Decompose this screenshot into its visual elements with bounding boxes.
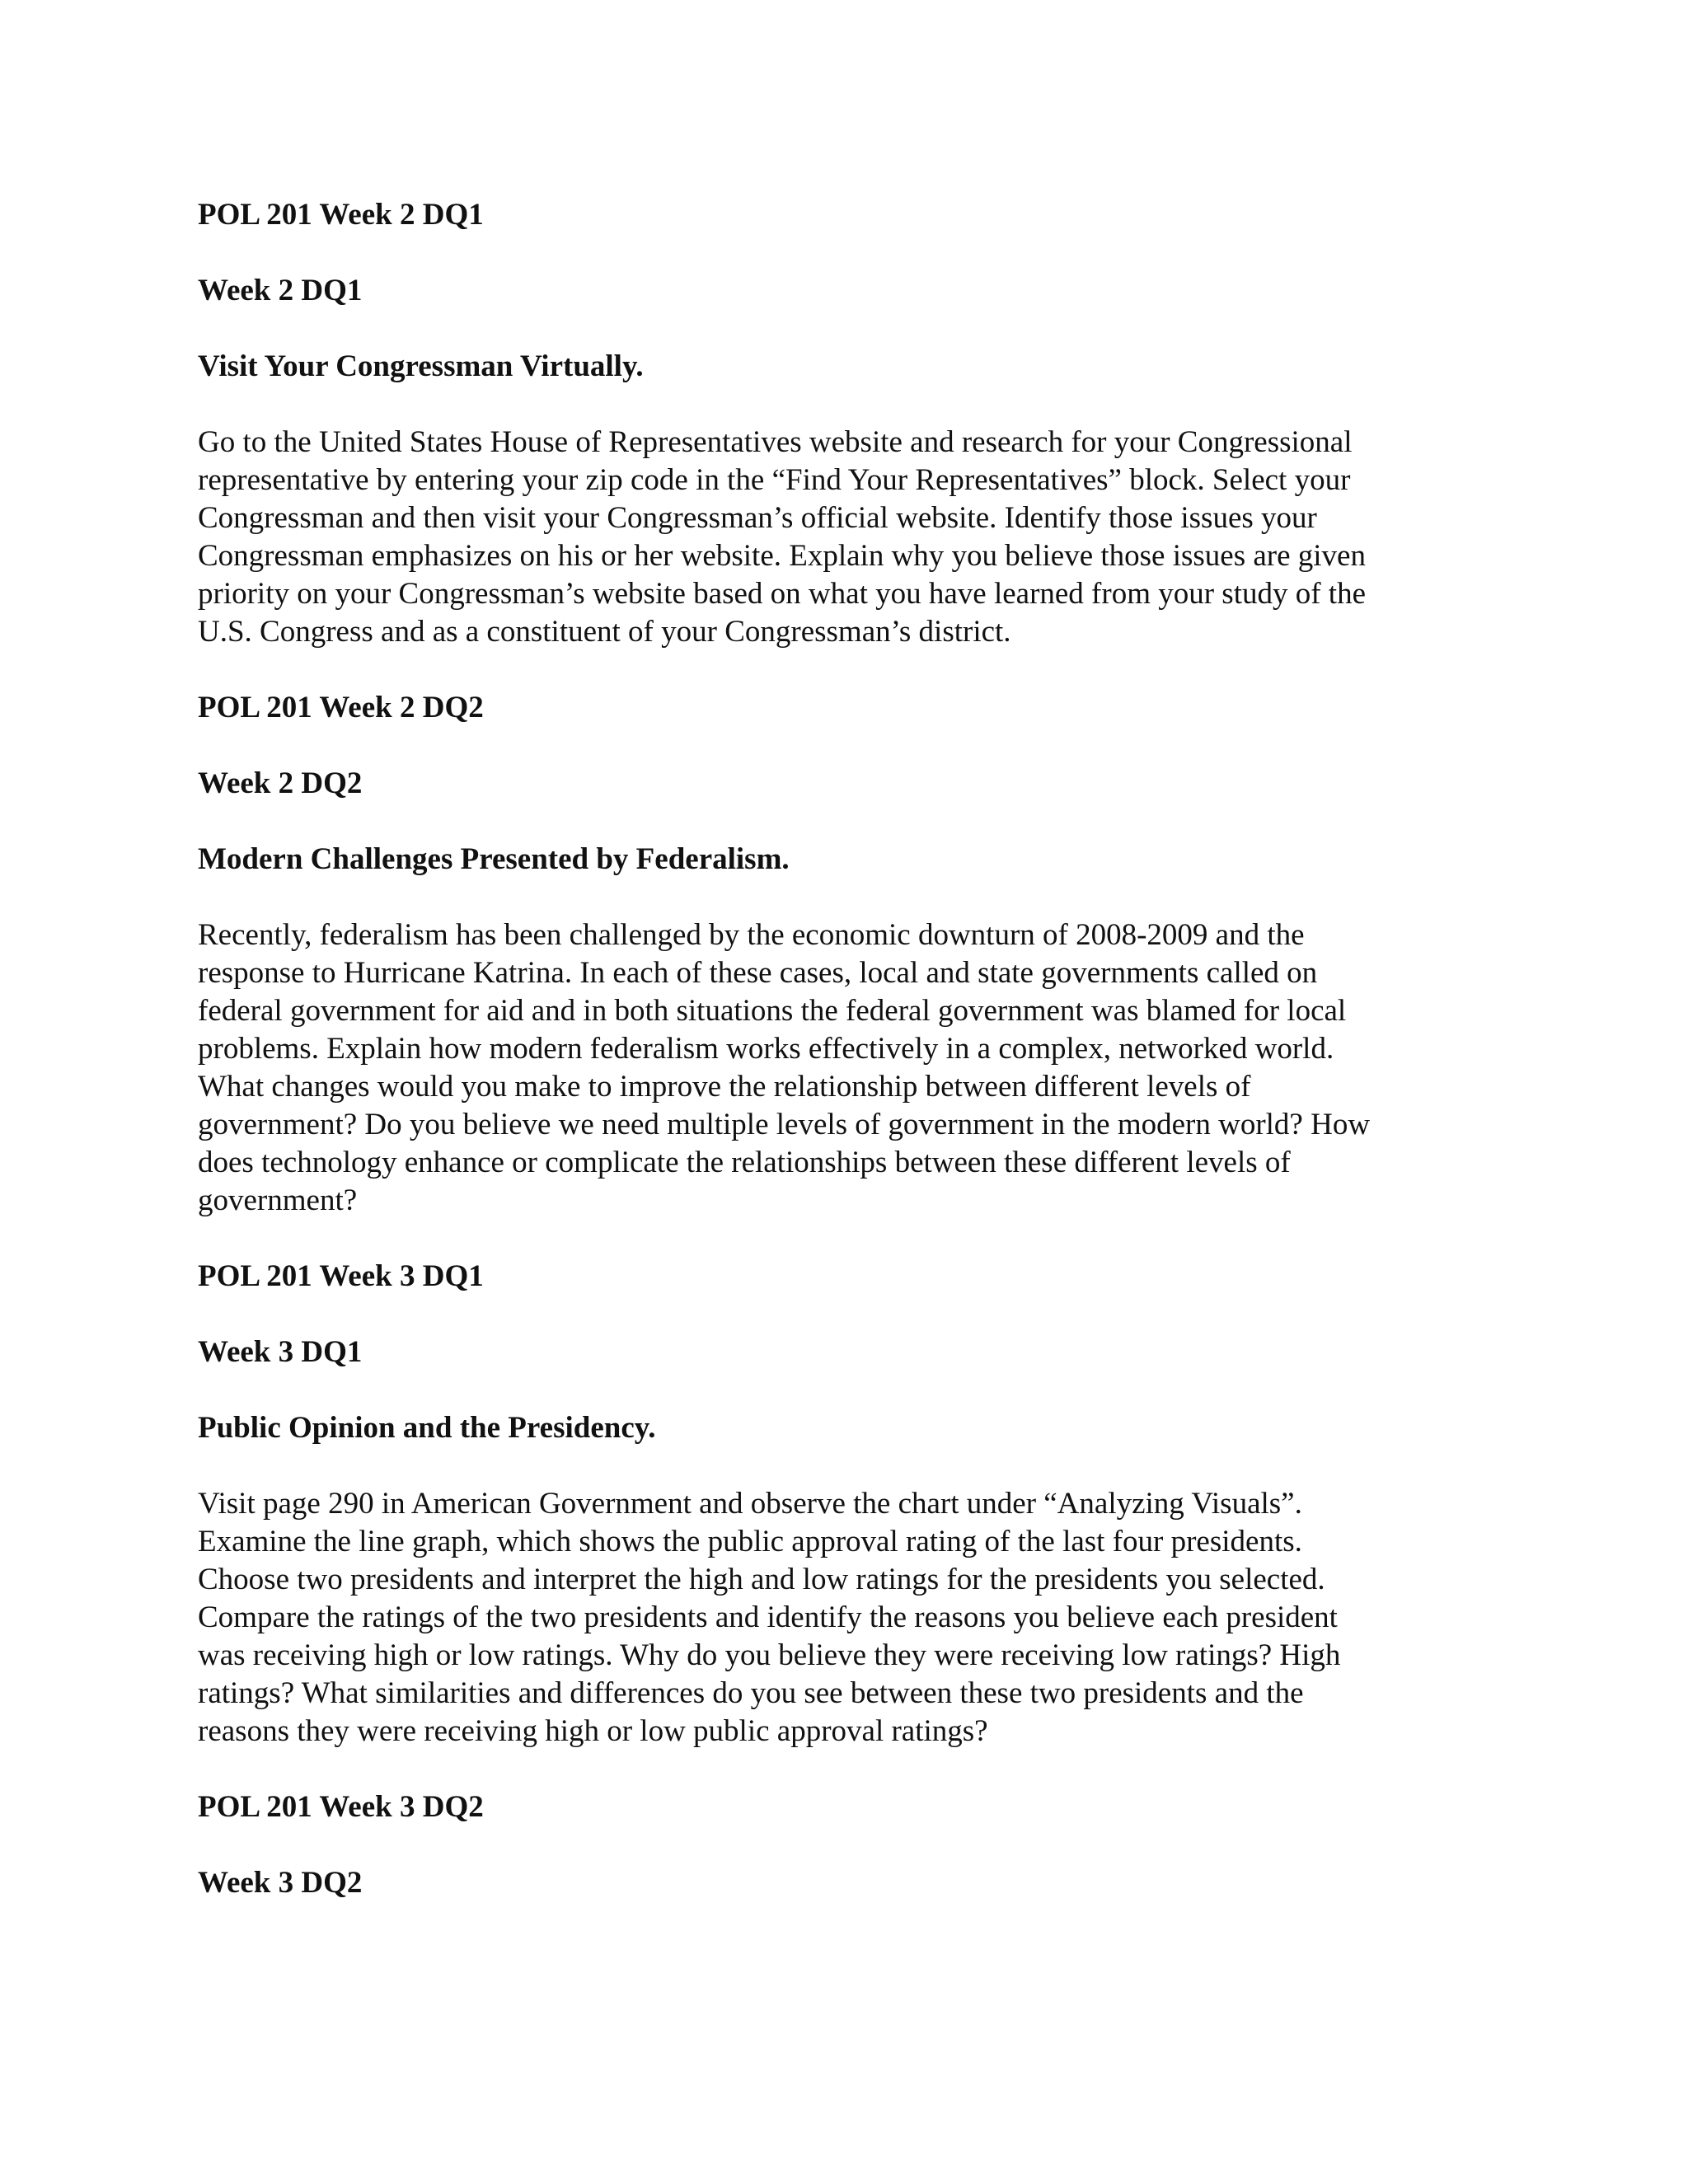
body-line: was receiving high or low ratings. Why do you believe they were receiving low ratings? High xyxy=(198,1638,1341,1672)
section-body-paragraph xyxy=(198,424,1517,651)
section-week-heading: Week 3 DQ2 xyxy=(198,1866,363,1900)
body-line: problems. Explain how modern federalism works effectively in a complex, networked world. xyxy=(198,1032,1334,1066)
body-line: Congressman and then visit your Congressman’s official website. Identify those issues your xyxy=(198,501,1317,535)
body-line: ratings? What similarities and differences do you see between these two presidents and the xyxy=(198,1676,1304,1710)
body-line: does technology enhance or complicate the relationships between these different levels of xyxy=(198,1146,1291,1179)
body-line: U.S. Congress and as a constituent of your Congressman’s district. xyxy=(198,615,1011,649)
section-body-paragraph xyxy=(198,916,1517,1220)
section-title-heading: Visit Your Congressman Virtually. xyxy=(198,349,644,383)
body-line: Choose two presidents and interpret the high and low ratings for the presidents you selected. xyxy=(198,1563,1325,1596)
body-line: priority on your Congressman’s website based on what you have learned from your study of the xyxy=(198,577,1367,611)
body-line: Recently, federalism has been challenged by the economic downturn of 2008-2009 and the xyxy=(198,918,1305,952)
section-body-paragraph xyxy=(198,1485,1517,1750)
section-code-heading: POL 201 Week 3 DQ1 xyxy=(198,1259,484,1293)
body-line: Compare the ratings of the two presidents and identify the reasons you believe each president xyxy=(198,1601,1338,1634)
section-title-heading: Public Opinion and the Presidency. xyxy=(198,1411,656,1445)
section-code-heading: POL 201 Week 3 DQ2 xyxy=(198,1790,484,1824)
section-code-heading: POL 201 Week 2 DQ1 xyxy=(198,198,484,232)
body-line: federal government for aid and in both situations the federal government was blamed for local xyxy=(198,994,1347,1028)
body-line: Examine the line graph, which shows the public approval rating of the last four presidents. xyxy=(198,1525,1302,1558)
section-week-heading: Week 3 DQ1 xyxy=(198,1335,363,1369)
section-week-heading: Week 2 DQ1 xyxy=(198,274,363,307)
body-line: Go to the United States House of Representatives website and research for your Congressional xyxy=(198,425,1353,459)
body-line: What changes would you make to improve the relationship between different levels of xyxy=(198,1070,1251,1104)
body-line: reasons they were receiving high or low public approval ratings? xyxy=(198,1714,988,1748)
section-title-heading: Modern Challenges Presented by Federalism. xyxy=(198,842,790,876)
section-week-heading: Week 2 DQ2 xyxy=(198,766,363,800)
body-line: response to Hurricane Katrina. In each of these cases, local and state governments called on xyxy=(198,956,1318,990)
body-line: representative by entering your zip code in the “Find Your Representatives” block. Select your xyxy=(198,463,1351,497)
body-line: Congressman emphasizes on his or her website. Explain why you believe those issues are given xyxy=(198,539,1366,573)
document-page xyxy=(198,196,1517,1940)
section-code-heading: POL 201 Week 2 DQ2 xyxy=(198,691,484,724)
body-line: Visit page 290 in American Government and observe the chart under “Analyzing Visuals”. xyxy=(198,1487,1302,1521)
body-line: government? xyxy=(198,1183,358,1217)
body-line: government? Do you believe we need multiple levels of government in the modern world? How xyxy=(198,1108,1371,1141)
